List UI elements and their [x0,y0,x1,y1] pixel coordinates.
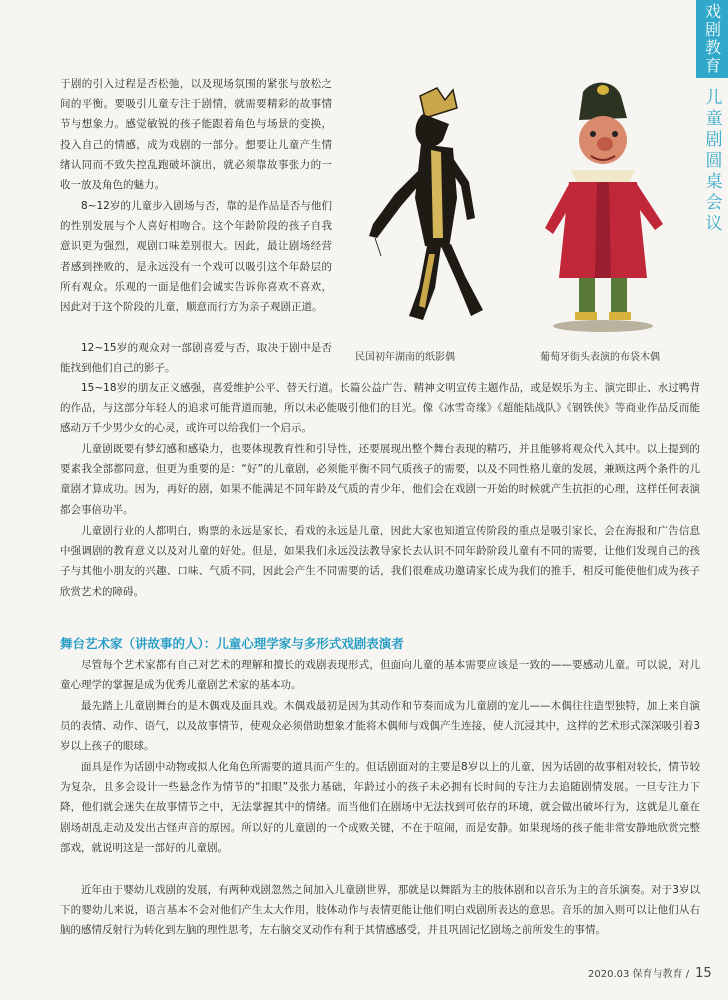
paragraph-artist-basics: 尽管每个艺术家都有自己对艺术的理解和擅长的戏剧表现形式，但面向儿童的基本需要应该是一致的——要感动儿童。可以说，对儿童心理学的掌握是成为优秀儿童剧艺术家的基本功。 [60,659,700,692]
issue-info: 2020.03 保育与教育 / [588,969,690,980]
paragraph-puppet-mask: 最先踏上儿童剧舞台的是木偶戏及面具戏。木偶戏最初是因为其动作和节奏而成为儿童剧的宠儿——木偶往往造型独特，加上来自演员的表情、动作、语气，以及故事情节，使观众必须借助想象才能将木偶师与戏偶产生连接，使人沉浸其中，这样的艺术形式深深吸引着3岁以上孩子的眼球。 [60,700,700,753]
page-number: 15 [695,966,712,981]
section-tab [696,0,728,78]
paragraph-age-12-15: 12~15岁的观众对一部剧喜爱与否，取决于剧中是否能找到他们自己的影子。 [60,342,332,375]
hand-puppet-figure [545,83,663,332]
section-label: 戏剧教育 [702,3,722,75]
page-footer [588,965,712,981]
shadow-puppet-figure [369,88,483,320]
paragraph-age-8-12: 8~12岁的儿童步入剧场与否，靠的是作品是否与他们的性别发展与个人喜好相吻合。这个年龄阶段的孩子自我意识更为强烈，观剧口味差别很大。因此，最让剧场经营者感到挫败的，是永远没有一个戏可以吸引这个年龄层的所有观众。乐观的一面是他们会诚实告诉你喜欢不喜欢，因此对于这个阶段的儿童，顺意而行方为亲子观剧正道。 [60,200,332,314]
paragraph-drama-mask: 面具是作为话剧中动物或拟人化角色所需要的道具而产生的。但话剧面对的主要是8岁以上的儿童，因为话剧的故事相对较长，情节较为复杂，且多会设计一些悬念作为情节的“扣眼”及张力基础，年龄过小的孩子未必拥有长时间的专注力去追随剧情发展。一旦专注力下降，他们就会迷失在故事情节之中，无法掌握其中的情绪。而当他们在剧场中无法找到可依存的环境，就会做出破坏行为，这就是儿童在剧场胡乱走动及发出古怪声音的原因。所以好的儿童剧的一个成败关键，不在于喧闹，而是安静。如果现场的孩子能非常安静地欣赏完整部戏，就说明这是一部好的儿童剧。 [60,761,700,854]
shadow-puppet-image [345,78,695,340]
paragraph-infant-drama: 近年由于婴幼儿戏剧的发展，有两种戏剧忽然之间加入儿童剧世界，那就是以舞蹈为主的肢体剧和以音乐为主的音乐演奏。对于3岁以下的婴幼儿来说，语言基本不会对他们产生太大作用，肢体动作与表情更能让他们明白戏剧所表达的意思。音乐的加入则可以让他们从右脑的感情反射行为转化到左脑的理性思考，左右脑交叉动作有利于其情感感受，并且巩固记忆剧场之前所发生的事情。 [60,884,700,937]
paragraph-good-play: 儿童剧既要有梦幻感和感染力，也要体现教育性和引导性，还要展现出整个舞台表现的精巧，并且能够将观众代入其中。以上提到的要素我全部都同意，但更为重要的是：“好”的儿童剧，必须能平衡不同气质孩子的需要，以及不同性格儿童的发展，兼顾这两个条件的儿童剧才算成功。因为，再好的剧，如果不能满足不同年龄及气质的青少年，他们会在戏剧一开始的时候就产生抗拒的心理，这样任何表演都会事倍功半。 [60,443,700,516]
column-tab [696,78,728,235]
sidebar-column-tag [696,0,728,250]
paragraph-intro-continued: 于剧的引入过程是否松弛，以及现场氛围的紧张与放松之间的平衡。要吸引儿童专注于剧情，就需要精彩的故事情节与想象力。感觉敏锐的孩子能跟着角色与场景的变换，投入自己的情感，成为戏剧的一部分。想要让儿童产生情绪认同而不致失控乱跑破坏演出，就必须靠故事张力的一收一放及角色的魅力。 [60,78,332,192]
paragraph-parents: 儿童剧行业的人都明白，购票的永远是家长，看戏的永远是儿童，因此大家也知道宣传阶段的重点是吸引家长，会在海报和广告信息中强调剧的教育意义以及对儿童的好处。但是，如果我们永远没法教导家长去认识不同年龄阶段儿童有不同的需要，让他们发现自己的孩子与其他小朋友的兴趣、口味、气质不同，因此会产生不同需要的话，我们很难成功邀请家长成为我们的推手，相反可能使他们成为孩子欣赏艺术的障碍。 [60,525,700,598]
left-photo-caption: 民国初年湖南的纸影偶 [355,352,455,363]
paragraph-age-15-18: 15~18岁的朋友正义感强，喜爱维护公平、替天行道。长篇公益广告、精神文明宣传主题作品，或是娱乐为主、演完即止、水过鸭背的作品，与这部分年轻人的追求可能背道而驰，所以未必能吸引他们的目光。像《冰雪奇缘》《超能陆战队》《钢铁侠》等商业作品反而能感动万千少男少女的心灵，或许可以给我们一个启示。 [60,382,700,435]
puppet-photos [345,78,695,368]
column-label: 儿童剧圆桌会议 [701,88,722,235]
right-photo-caption: 葡萄牙街头表演的布袋木偶 [540,352,660,363]
section-heading: 舞台艺术家（讲故事的人）：儿童心理学家与多形式戏剧表演者 [60,636,404,651]
